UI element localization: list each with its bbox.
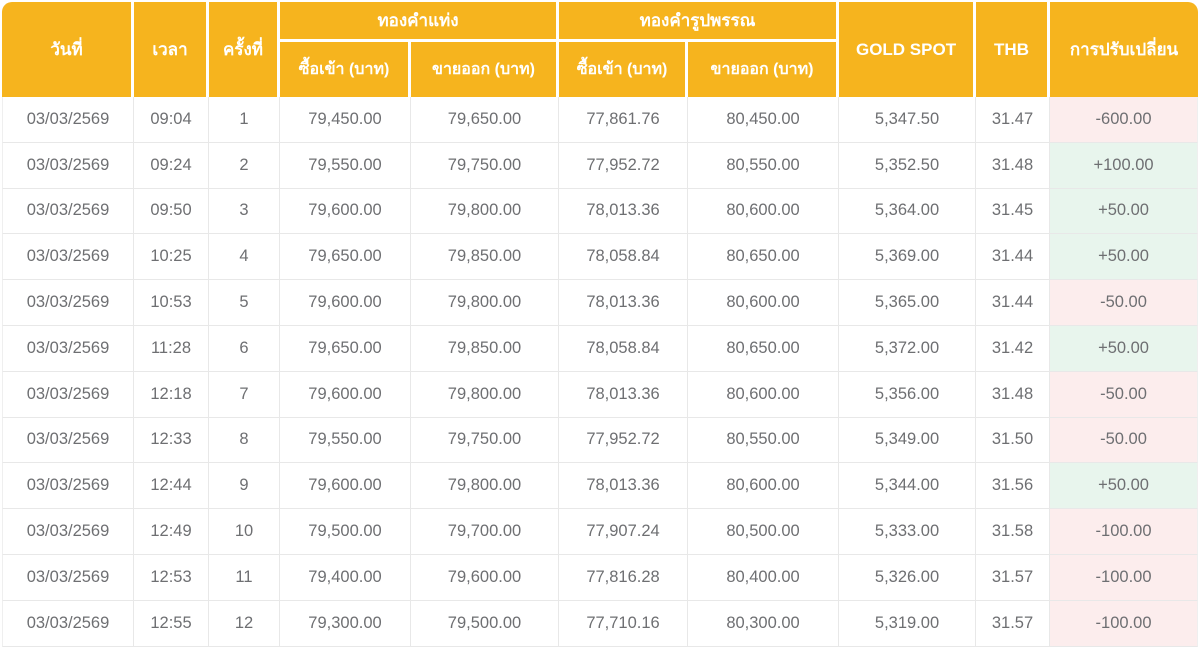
cell-round: 4 xyxy=(209,234,280,280)
cell-gold-ornament-buy: 77,816.28 xyxy=(559,555,688,601)
cell-thb: 31.57 xyxy=(976,601,1050,647)
cell-date: 03/03/2569 xyxy=(2,418,134,464)
cell-gold-ornament-buy: 78,013.36 xyxy=(559,280,688,326)
cell-time: 12:33 xyxy=(134,418,209,464)
cell-change: -100.00 xyxy=(1050,555,1198,601)
cell-gold-bar-buy: 79,600.00 xyxy=(280,372,411,418)
cell-gold-bar-sell: 79,750.00 xyxy=(411,143,559,189)
cell-time: 09:04 xyxy=(134,97,209,143)
cell-gold-ornament-sell: 80,650.00 xyxy=(688,234,839,280)
cell-gold-bar-sell: 79,800.00 xyxy=(411,189,559,235)
cell-gold-ornament-sell: 80,550.00 xyxy=(688,418,839,464)
cell-gold-bar-buy: 79,550.00 xyxy=(280,143,411,189)
cell-gold-ornament-sell: 80,400.00 xyxy=(688,555,839,601)
table-row xyxy=(2,280,1198,326)
cell-gold-bar-buy: 79,600.00 xyxy=(280,280,411,326)
cell-gold-bar-buy: 79,450.00 xyxy=(280,97,411,143)
cell-thb: 31.56 xyxy=(976,463,1050,509)
cell-gold-ornament-sell: 80,600.00 xyxy=(688,189,839,235)
cell-gold-bar-sell: 79,750.00 xyxy=(411,418,559,464)
cell-round: 7 xyxy=(209,372,280,418)
cell-change: -50.00 xyxy=(1050,280,1198,326)
cell-gold-spot: 5,344.00 xyxy=(839,463,976,509)
cell-change: -600.00 xyxy=(1050,97,1198,143)
cell-gold-ornament-buy: 77,861.76 xyxy=(559,97,688,143)
cell-gold-bar-buy: 79,300.00 xyxy=(280,601,411,647)
cell-thb: 31.48 xyxy=(976,372,1050,418)
cell-time: 09:24 xyxy=(134,143,209,189)
cell-round: 12 xyxy=(209,601,280,647)
cell-gold-spot: 5,365.00 xyxy=(839,280,976,326)
cell-change: +50.00 xyxy=(1050,234,1198,280)
cell-change: -50.00 xyxy=(1050,418,1198,464)
cell-gold-ornament-buy: 78,058.84 xyxy=(559,234,688,280)
table-header xyxy=(2,2,1198,97)
cell-gold-bar-sell: 79,850.00 xyxy=(411,234,559,280)
cell-gold-ornament-sell: 80,450.00 xyxy=(688,97,839,143)
cell-time: 12:44 xyxy=(134,463,209,509)
cell-date: 03/03/2569 xyxy=(2,234,134,280)
cell-date: 03/03/2569 xyxy=(2,280,134,326)
cell-gold-ornament-sell: 80,650.00 xyxy=(688,326,839,372)
cell-change: +50.00 xyxy=(1050,326,1198,372)
table-row xyxy=(2,509,1198,555)
cell-gold-bar-buy: 79,550.00 xyxy=(280,418,411,464)
cell-change: -50.00 xyxy=(1050,372,1198,418)
col-group-gold-bar: ทองคำแท่ง xyxy=(280,2,559,42)
col-group-gold-ornament: ทองคำรูปพรรณ xyxy=(559,2,839,42)
cell-change: -100.00 xyxy=(1050,601,1198,647)
table-row xyxy=(2,601,1198,647)
col-header-ornament-buy: ซื้อเข้า (บาท) xyxy=(559,42,688,97)
cell-time: 12:53 xyxy=(134,555,209,601)
cell-gold-ornament-sell: 80,600.00 xyxy=(688,280,839,326)
table-row xyxy=(2,189,1198,235)
gold-price-panel xyxy=(2,2,1198,647)
gold-price-table xyxy=(2,2,1198,647)
cell-round: 9 xyxy=(209,463,280,509)
cell-date: 03/03/2569 xyxy=(2,463,134,509)
table-row xyxy=(2,234,1198,280)
cell-gold-ornament-buy: 78,058.84 xyxy=(559,326,688,372)
cell-gold-spot: 5,347.50 xyxy=(839,97,976,143)
cell-thb: 31.42 xyxy=(976,326,1050,372)
cell-thb: 31.44 xyxy=(976,280,1050,326)
cell-gold-bar-buy: 79,500.00 xyxy=(280,509,411,555)
cell-date: 03/03/2569 xyxy=(2,189,134,235)
cell-thb: 31.50 xyxy=(976,418,1050,464)
col-header-bar-buy: ซื้อเข้า (บาท) xyxy=(280,42,411,97)
cell-round: 2 xyxy=(209,143,280,189)
cell-change: +100.00 xyxy=(1050,143,1198,189)
cell-gold-bar-sell: 79,800.00 xyxy=(411,372,559,418)
cell-round: 1 xyxy=(209,97,280,143)
cell-gold-bar-buy: 79,400.00 xyxy=(280,555,411,601)
cell-round: 6 xyxy=(209,326,280,372)
col-header-change: การปรับเปลี่ยน xyxy=(1050,2,1198,97)
cell-date: 03/03/2569 xyxy=(2,143,134,189)
cell-time: 09:50 xyxy=(134,189,209,235)
cell-gold-ornament-buy: 77,952.72 xyxy=(559,143,688,189)
cell-date: 03/03/2569 xyxy=(2,601,134,647)
cell-date: 03/03/2569 xyxy=(2,372,134,418)
col-header-date: วันที่ xyxy=(2,2,134,97)
cell-gold-ornament-sell: 80,600.00 xyxy=(688,463,839,509)
cell-gold-bar-sell: 79,700.00 xyxy=(411,509,559,555)
cell-gold-ornament-sell: 80,500.00 xyxy=(688,509,839,555)
cell-gold-spot: 5,364.00 xyxy=(839,189,976,235)
col-header-round: ครั้งที่ xyxy=(209,2,280,97)
cell-thb: 31.58 xyxy=(976,509,1050,555)
table-row xyxy=(2,372,1198,418)
cell-round: 11 xyxy=(209,555,280,601)
cell-round: 8 xyxy=(209,418,280,464)
cell-time: 12:55 xyxy=(134,601,209,647)
cell-change: -100.00 xyxy=(1050,509,1198,555)
cell-round: 5 xyxy=(209,280,280,326)
col-header-time: เวลา xyxy=(134,2,209,97)
cell-gold-bar-buy: 79,650.00 xyxy=(280,234,411,280)
table-row xyxy=(2,326,1198,372)
cell-gold-spot: 5,369.00 xyxy=(839,234,976,280)
table-row xyxy=(2,97,1198,143)
cell-date: 03/03/2569 xyxy=(2,509,134,555)
cell-gold-ornament-buy: 78,013.36 xyxy=(559,372,688,418)
cell-time: 10:25 xyxy=(134,234,209,280)
cell-thb: 31.47 xyxy=(976,97,1050,143)
cell-gold-spot: 5,372.00 xyxy=(839,326,976,372)
cell-gold-ornament-buy: 77,907.24 xyxy=(559,509,688,555)
cell-date: 03/03/2569 xyxy=(2,97,134,143)
cell-thb: 31.48 xyxy=(976,143,1050,189)
table-row xyxy=(2,418,1198,464)
cell-gold-spot: 5,356.00 xyxy=(839,372,976,418)
cell-gold-bar-sell: 79,600.00 xyxy=(411,555,559,601)
table-row xyxy=(2,143,1198,189)
col-header-ornament-sell: ขายออก (บาท) xyxy=(688,42,839,97)
cell-time: 11:28 xyxy=(134,326,209,372)
cell-gold-bar-sell: 79,500.00 xyxy=(411,601,559,647)
cell-gold-bar-sell: 79,650.00 xyxy=(411,97,559,143)
cell-date: 03/03/2569 xyxy=(2,555,134,601)
col-header-gold-spot: GOLD SPOT xyxy=(839,2,976,97)
cell-time: 12:49 xyxy=(134,509,209,555)
cell-time: 10:53 xyxy=(134,280,209,326)
cell-gold-spot: 5,349.00 xyxy=(839,418,976,464)
cell-time: 12:18 xyxy=(134,372,209,418)
cell-gold-spot: 5,333.00 xyxy=(839,509,976,555)
cell-gold-bar-buy: 79,600.00 xyxy=(280,189,411,235)
cell-gold-ornament-sell: 80,300.00 xyxy=(688,601,839,647)
cell-round: 10 xyxy=(209,509,280,555)
cell-gold-bar-buy: 79,650.00 xyxy=(280,326,411,372)
table-row xyxy=(2,555,1198,601)
cell-gold-ornament-sell: 80,600.00 xyxy=(688,372,839,418)
table-body xyxy=(2,97,1198,647)
cell-change: +50.00 xyxy=(1050,189,1198,235)
cell-date: 03/03/2569 xyxy=(2,326,134,372)
cell-gold-ornament-buy: 78,013.36 xyxy=(559,463,688,509)
cell-gold-ornament-buy: 77,952.72 xyxy=(559,418,688,464)
cell-gold-ornament-buy: 77,710.16 xyxy=(559,601,688,647)
table-row xyxy=(2,463,1198,509)
cell-gold-bar-sell: 79,850.00 xyxy=(411,326,559,372)
cell-gold-spot: 5,319.00 xyxy=(839,601,976,647)
cell-gold-bar-buy: 79,600.00 xyxy=(280,463,411,509)
col-header-thb: THB xyxy=(976,2,1050,97)
cell-change: +50.00 xyxy=(1050,463,1198,509)
cell-gold-ornament-buy: 78,013.36 xyxy=(559,189,688,235)
cell-gold-ornament-sell: 80,550.00 xyxy=(688,143,839,189)
cell-thb: 31.57 xyxy=(976,555,1050,601)
cell-gold-bar-sell: 79,800.00 xyxy=(411,463,559,509)
cell-gold-spot: 5,352.50 xyxy=(839,143,976,189)
cell-gold-bar-sell: 79,800.00 xyxy=(411,280,559,326)
cell-gold-spot: 5,326.00 xyxy=(839,555,976,601)
cell-thb: 31.44 xyxy=(976,234,1050,280)
cell-round: 3 xyxy=(209,189,280,235)
cell-thb: 31.45 xyxy=(976,189,1050,235)
col-header-bar-sell: ขายออก (บาท) xyxy=(411,42,559,97)
